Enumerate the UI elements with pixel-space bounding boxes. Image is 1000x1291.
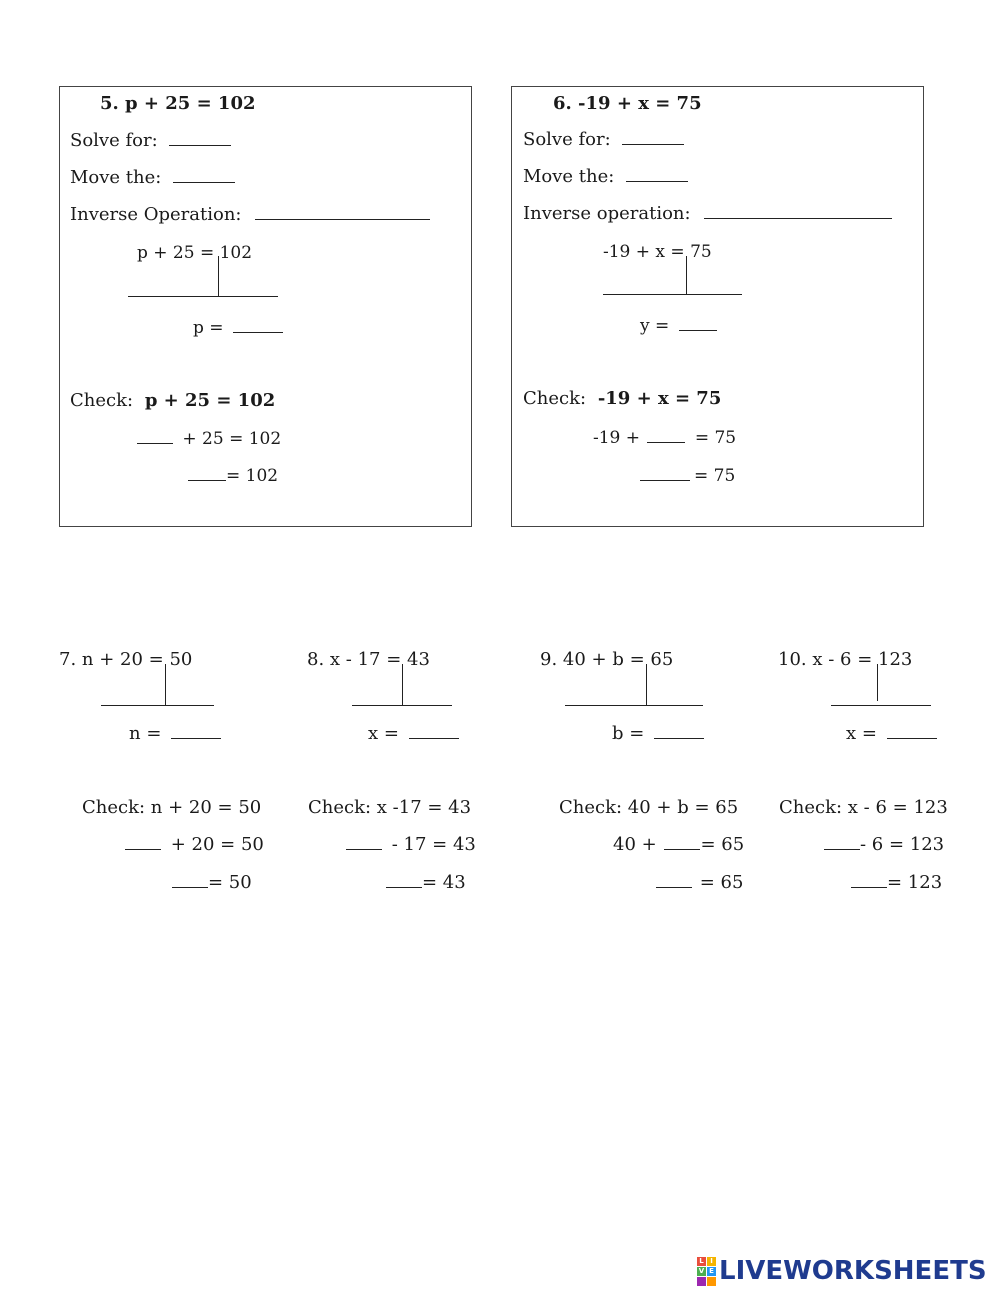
check2-blank[interactable]: [172, 873, 208, 888]
check1-post: = 75: [694, 428, 737, 448]
check2-text: = 50: [208, 872, 252, 893]
check1-blank[interactable]: [647, 428, 685, 443]
problem-6-divider-h: [603, 294, 742, 295]
result-label: x =: [846, 723, 877, 744]
logo-text: LIVEWORKSHEETS: [719, 1256, 987, 1286]
problem-8-equation: 8. x - 17 = 43: [307, 649, 430, 670]
check2-blank[interactable]: [640, 466, 690, 481]
move-the-label: Move the:: [70, 167, 162, 188]
inverse-label: Inverse Operation:: [70, 204, 242, 225]
problem-5-result-row: [193, 317, 283, 339]
logo-block: L: [697, 1257, 706, 1266]
problem-6-inverse-row: [523, 203, 892, 225]
problem-5-check-line-1: [137, 428, 281, 450]
check2-text: = 43: [422, 872, 466, 893]
inverse-blank[interactable]: [255, 205, 430, 220]
problem-6-header: 6. -19 + x = 75: [553, 93, 702, 114]
problem-10-result-row: [846, 723, 937, 745]
problem-8-divider-h: [352, 705, 452, 706]
problem-5-check-row: [70, 390, 275, 412]
problem-7-check: Check: n + 20 = 50: [82, 797, 262, 818]
check1-blank[interactable]: [137, 429, 173, 444]
problem-5-solve-for-row: [70, 130, 231, 152]
inverse-blank[interactable]: [704, 204, 892, 219]
result-blank[interactable]: [654, 724, 704, 739]
result-blank[interactable]: [171, 724, 221, 739]
problem-9-result-row: [612, 723, 704, 745]
problem-10-check-line-1: [824, 834, 944, 856]
check-equation: p + 25 = 102: [144, 390, 276, 411]
problem-6-box: [511, 86, 924, 527]
check-label: Check:: [70, 390, 134, 411]
move-the-blank[interactable]: [626, 167, 688, 182]
check2-text: = 65: [699, 872, 744, 893]
problem-10-equation: 10. x - 6 = 123: [778, 649, 913, 670]
result-blank[interactable]: [233, 318, 283, 333]
problem-6-solve-for-row: [523, 129, 684, 151]
problem-9-check: Check: 40 + b = 65: [559, 797, 739, 818]
problem-5-divider-v: [218, 256, 219, 296]
solve-for-label: Solve for:: [523, 129, 611, 150]
problem-9-divider-v: [646, 664, 647, 705]
logo-block: V: [698, 1266, 705, 1275]
check1-post: = 65: [700, 834, 745, 855]
result-blank[interactable]: [409, 724, 459, 739]
problem-6-move-row: [523, 166, 688, 188]
problem-7-divider-h: [101, 705, 214, 706]
problem-10-check: Check: x - 6 = 123: [779, 797, 948, 818]
problem-9-equation: 9. 40 + b = 65: [540, 649, 674, 670]
check1-pre: 40 +: [613, 834, 657, 855]
problem-6-result-row: [640, 315, 717, 337]
check2-blank[interactable]: [386, 873, 422, 888]
solve-for-blank[interactable]: [622, 130, 684, 145]
check1-blank[interactable]: [346, 835, 382, 850]
problem-5-check-line-2: [188, 465, 278, 487]
check2-blank[interactable]: [851, 873, 887, 888]
solve-for-blank[interactable]: [169, 131, 231, 146]
logo-block: E: [707, 1267, 716, 1276]
move-the-blank[interactable]: [173, 168, 235, 183]
check1-text: + 20 = 50: [170, 834, 264, 855]
problem-6-divider-v: [686, 256, 687, 294]
liveworksheets-logo: [697, 1256, 987, 1286]
problem-8-check-line-2: [386, 872, 466, 894]
problem-7-equation: 7. n + 20 = 50: [59, 649, 193, 670]
check2-blank[interactable]: [656, 873, 692, 888]
check-label: Check:: [523, 388, 587, 409]
check1-text: + 25 = 102: [182, 429, 282, 449]
problem-5-header: 5. p + 25 = 102: [100, 93, 256, 114]
logo-blocks-icon: [697, 1257, 716, 1286]
problem-10-divider-v: [877, 664, 878, 701]
result-label: p =: [193, 318, 224, 338]
solve-for-label: Solve for:: [70, 130, 158, 151]
problem-5-move-row: [70, 167, 235, 189]
check1-blank[interactable]: [664, 835, 700, 850]
logo-block: I: [707, 1257, 716, 1266]
result-blank[interactable]: [887, 724, 937, 739]
problem-7-result-row: [129, 723, 221, 745]
problem-8-result-row: [368, 723, 459, 745]
problem-10-divider-h: [831, 705, 931, 706]
problem-6-check-line-2: [640, 465, 735, 487]
logo-block: [707, 1277, 716, 1286]
logo-block: [697, 1277, 706, 1286]
check2-text: = 102: [226, 466, 279, 486]
problem-5-divider-h: [128, 296, 278, 297]
result-blank[interactable]: [679, 316, 717, 331]
problem-6-check-row: [523, 388, 721, 410]
problem-7-divider-v: [165, 664, 166, 705]
check2-text: = 75: [694, 466, 736, 486]
check-equation: -19 + x = 75: [597, 388, 722, 409]
inverse-label: Inverse operation:: [523, 203, 691, 224]
result-label: b =: [612, 723, 645, 744]
problem-8-check: Check: x -17 = 43: [308, 797, 472, 818]
problem-7-check-line-2: [172, 872, 252, 894]
check2-blank[interactable]: [188, 466, 226, 481]
result-label: x =: [368, 723, 399, 744]
result-label: y =: [640, 316, 670, 336]
problem-5-box: [59, 86, 472, 527]
problem-8-check-line-1: [346, 834, 476, 856]
problem-6-equation: -19 + x = 75: [603, 242, 712, 262]
problem-9-check-line-1: [613, 834, 744, 856]
problem-5-inverse-row: [70, 204, 430, 226]
move-the-label: Move the:: [523, 166, 615, 187]
check1-pre: -19 +: [593, 428, 641, 448]
result-label: n =: [129, 723, 162, 744]
check1-blank[interactable]: [824, 835, 860, 850]
check1-text: - 17 = 43: [391, 834, 476, 855]
problem-10-check-line-2: [851, 872, 942, 894]
problem-5-equation: p + 25 = 102: [137, 243, 253, 263]
check2-text: = 123: [887, 872, 943, 893]
problem-6-check-line-1: [593, 427, 736, 449]
problem-7-check-line-1: [125, 834, 264, 856]
problem-9-check-line-2: [656, 872, 743, 894]
problem-9-divider-h: [565, 705, 703, 706]
check1-blank[interactable]: [125, 835, 161, 850]
problem-8-divider-v: [402, 664, 403, 705]
check1-text: - 6 = 123: [860, 834, 945, 855]
